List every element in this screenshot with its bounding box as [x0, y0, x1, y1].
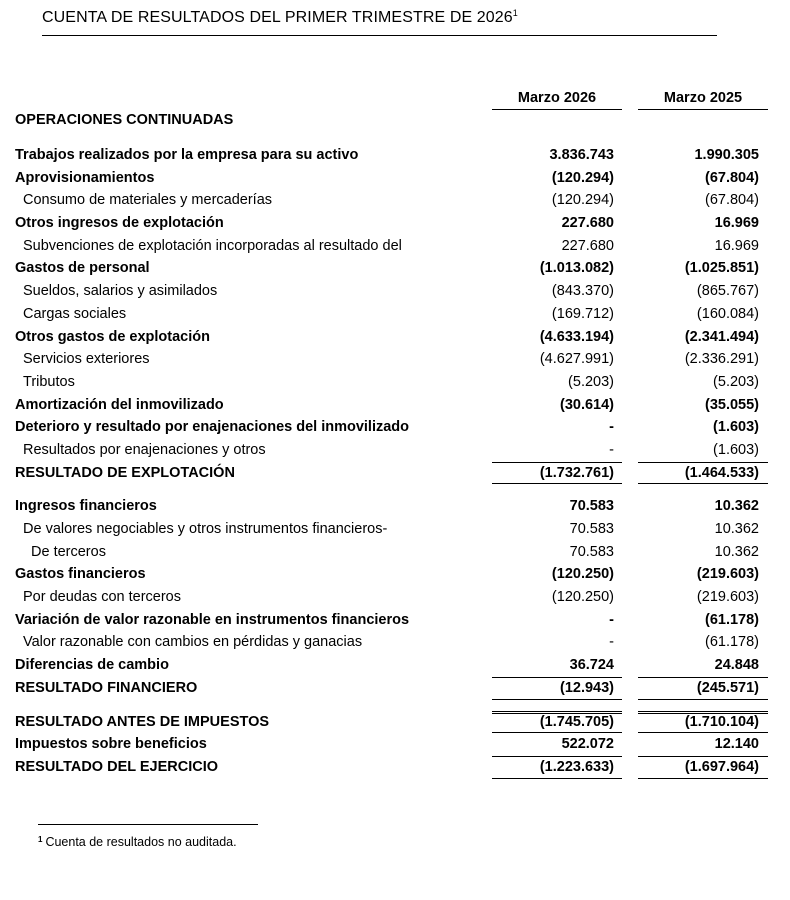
value-2026: (843.370)	[551, 283, 614, 300]
table-row	[0, 348, 790, 371]
value-2026: -	[609, 419, 614, 436]
value-2026: (1.732.761)	[539, 464, 614, 481]
value-2025: (245.571)	[696, 679, 759, 696]
table-row	[0, 303, 790, 326]
row-label: Gastos de personal	[15, 260, 150, 277]
row-label: Variación de valor razonable en instrumentos financieros	[15, 611, 410, 628]
footnote-text: Cuenta de resultados no auditada.	[45, 835, 237, 849]
value-2025: (1.697.964)	[684, 758, 759, 775]
value-2025: (219.603)	[696, 566, 759, 583]
value-2025: (35.055)	[704, 396, 759, 413]
value-2026: 70.583	[569, 543, 614, 560]
rule	[638, 778, 768, 779]
row-label: RESULTADO DE EXPLOTACIÓN	[15, 464, 235, 481]
row-label: Consumo de materiales y mercaderías	[23, 192, 273, 209]
subtotal-row	[0, 677, 790, 700]
section-title: OPERACIONES CONTINUADAS	[15, 112, 234, 128]
row-label: Sueldos, salarios y asimilados	[23, 283, 218, 300]
table-row	[0, 563, 790, 586]
value-2025: (1.603)	[713, 441, 759, 458]
value-2026: (4.627.991)	[539, 351, 614, 368]
rule	[638, 699, 768, 700]
value-2025: (1.464.533)	[684, 464, 759, 481]
row-label: Ingresos financieros	[15, 498, 157, 515]
value-2025: (67.804)	[704, 169, 759, 186]
value-2026: 70.583	[569, 521, 614, 537]
value-2026: -	[609, 441, 614, 458]
subtotal-row	[0, 462, 790, 485]
row-label: Deterioro y resultado por enajenaciones del inmovilizado	[15, 419, 410, 436]
row-label: RESULTADO ANTES DE IMPUESTOS	[15, 713, 270, 730]
footnote-mark: 1	[38, 835, 43, 844]
value-2025: (1.025.851)	[684, 260, 759, 277]
table-row	[0, 189, 790, 212]
value-2026: (120.294)	[551, 169, 614, 186]
value-2025: (865.767)	[696, 283, 759, 300]
value-2026: (1.223.633)	[539, 758, 614, 775]
table-row	[0, 212, 790, 235]
column-header-marzo-2026: Marzo 2026	[492, 90, 622, 110]
value-2025: (2.341.494)	[684, 328, 759, 345]
table-row	[0, 144, 790, 167]
value-2025: 10.362	[714, 498, 759, 515]
value-2026: (169.712)	[551, 305, 614, 322]
table-row	[0, 257, 790, 280]
rule	[492, 483, 622, 484]
table-row	[0, 495, 790, 518]
row-label: Otros gastos de explotación	[15, 328, 210, 345]
value-2025: 24.848	[714, 657, 759, 674]
rule	[492, 699, 622, 700]
row-label: Aprovisionamientos	[15, 169, 155, 186]
rule	[492, 778, 622, 779]
table-row	[0, 733, 790, 756]
table-row	[0, 235, 790, 258]
rule	[638, 483, 768, 484]
row-label: Gastos financieros	[15, 566, 146, 583]
value-2026: 3.836.743	[549, 147, 614, 163]
spacer	[0, 700, 790, 711]
value-2026: 227.680	[561, 237, 614, 254]
value-2025: 10.362	[714, 521, 759, 537]
footnote-divider	[38, 824, 258, 825]
title-text: CUENTA DE RESULTADOS DEL PRIMER TRIMESTRE DE 2026	[42, 9, 513, 26]
value-2025: 16.969	[714, 237, 759, 254]
income-statement-table	[0, 144, 790, 779]
value-2025: 16.969	[714, 215, 759, 232]
value-2026: 227.680	[561, 215, 614, 232]
value-2026: (120.250)	[551, 589, 614, 606]
value-2026: (120.250)	[551, 566, 614, 583]
value-2026: (30.614)	[559, 396, 614, 413]
table-row	[0, 167, 790, 190]
table-row	[0, 609, 790, 632]
row-label: Otros ingresos de explotación	[15, 215, 224, 232]
value-2025: (160.084)	[696, 305, 759, 322]
value-2025: (61.178)	[704, 634, 759, 651]
table-row	[0, 518, 790, 541]
column-header-marzo-2025: Marzo 2025	[638, 90, 768, 110]
value-2025: (1.710.104)	[684, 713, 759, 730]
value-2026: -	[609, 634, 614, 651]
table-row	[0, 586, 790, 609]
row-label: Subvenciones de explotación incorporadas al resultado del	[23, 237, 402, 254]
spacer	[0, 484, 790, 495]
title-footnote-mark: 1	[512, 8, 518, 18]
table-row	[0, 371, 790, 394]
row-label: Amortización del inmovilizado	[15, 396, 224, 413]
table-row	[0, 631, 790, 654]
row-label: De terceros	[31, 543, 106, 560]
row-label: Cargas sociales	[23, 305, 127, 322]
value-2025: (61.178)	[704, 611, 759, 628]
value-2025: (67.804)	[704, 192, 759, 209]
value-2026: 36.724	[569, 657, 614, 674]
value-2025: 12.140	[714, 736, 759, 753]
value-2025: 10.362	[714, 543, 759, 560]
row-label: RESULTADO DEL EJERCICIO	[15, 758, 219, 775]
row-label: Valor razonable con cambios en pérdidas y ganacias	[23, 634, 363, 651]
value-2025: (219.603)	[696, 589, 759, 606]
value-2025: (5.203)	[713, 373, 759, 390]
row-label: RESULTADO FINANCIERO	[15, 679, 198, 696]
row-label: Tributos	[23, 373, 75, 390]
value-2026: -	[609, 611, 614, 628]
table-row	[0, 326, 790, 349]
value-2026: (1.745.705)	[539, 713, 614, 730]
subtotal-row	[0, 711, 790, 734]
table-row	[0, 416, 790, 439]
table-row	[0, 541, 790, 564]
value-2025: (2.336.291)	[684, 351, 759, 368]
value-2025: (1.603)	[713, 419, 759, 436]
value-2026: (12.943)	[559, 679, 614, 696]
value-2026: 522.072	[561, 736, 614, 753]
page-title	[42, 9, 717, 36]
row-label: Impuestos sobre beneficios	[15, 736, 207, 753]
value-2026: (1.013.082)	[539, 260, 614, 277]
value-2026: (120.294)	[551, 192, 614, 209]
table-row	[0, 394, 790, 417]
value-2026: (4.633.194)	[539, 328, 614, 345]
value-2026: 70.583	[569, 498, 614, 515]
table-row	[0, 280, 790, 303]
row-label: De valores negociables y otros instrumentos financieros-	[23, 521, 388, 537]
row-label: Servicios exteriores	[23, 351, 150, 368]
row-label: Resultados por enajenaciones y otros	[23, 441, 266, 458]
row-label: Trabajos realizados por la empresa para su activo	[15, 147, 359, 163]
value-2025: 1.990.305	[694, 147, 759, 163]
table-row	[0, 439, 790, 462]
table-row	[0, 654, 790, 677]
row-label: Por deudas con terceros	[23, 589, 181, 606]
value-2026: (5.203)	[568, 373, 614, 390]
footnote	[38, 835, 237, 849]
total-row	[0, 756, 790, 779]
row-label: Diferencias de cambio	[15, 657, 169, 674]
